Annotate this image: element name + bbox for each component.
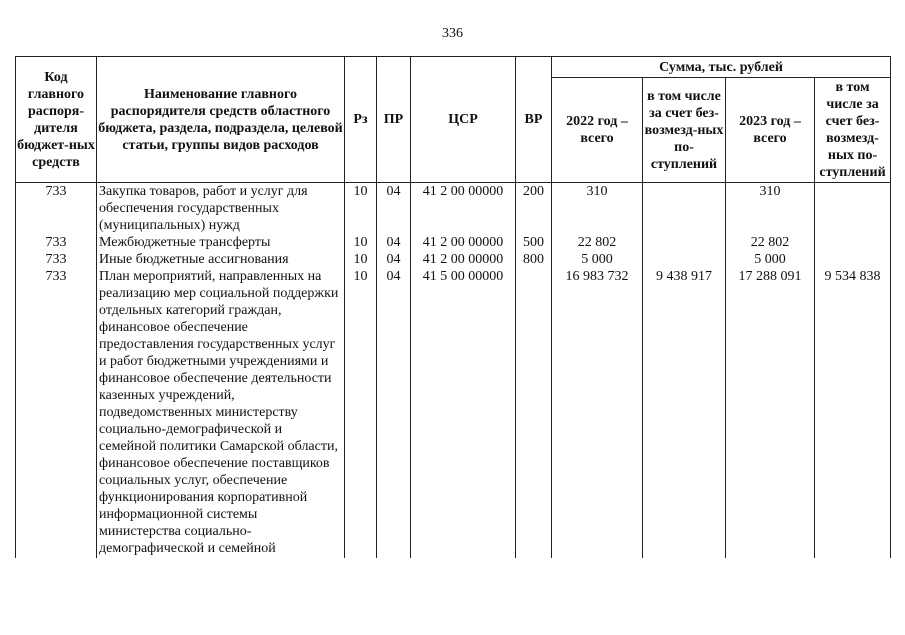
header-2022-free: в том числе за счет без-возмезд-ных по-ступлений	[643, 78, 726, 183]
cell-csr: 41 2 00 00000	[411, 234, 516, 251]
cell-2023-total: 5 000	[726, 251, 815, 268]
cell-kod: 733	[16, 268, 97, 558]
header-sum-group: Сумма, тыс. рублей	[552, 57, 891, 78]
header-csr: ЦСР	[411, 57, 516, 183]
cell-2022-total: 5 000	[552, 251, 643, 268]
table-row	[16, 234, 891, 251]
header-kod: Код главного распоря-дителя бюджет-ных средств	[16, 57, 97, 183]
cell-2023-total: 310	[726, 183, 815, 235]
cell-2023-total: 22 802	[726, 234, 815, 251]
cell-2022-total: 16 983 732	[552, 268, 643, 558]
header-2022-total: 2022 год – всего	[552, 78, 643, 183]
cell-2023-total: 17 288 091	[726, 268, 815, 558]
cell-2023-free	[815, 251, 891, 268]
cell-csr: 41 2 00 00000	[411, 183, 516, 235]
cell-2022-free	[643, 251, 726, 268]
cell-2022-free	[643, 183, 726, 235]
table-row	[16, 268, 891, 558]
cell-2022-free: 9 438 917	[643, 268, 726, 558]
cell-vr	[516, 268, 552, 558]
cell-name: Иные бюджетные ассигнования	[97, 251, 345, 268]
cell-vr: 200	[516, 183, 552, 235]
cell-rz: 10	[345, 251, 377, 268]
header-rz: Рз	[345, 57, 377, 183]
cell-kod: 733	[16, 251, 97, 268]
cell-csr: 41 5 00 00000	[411, 268, 516, 558]
cell-pr: 04	[377, 268, 411, 558]
cell-pr: 04	[377, 251, 411, 268]
header-pr: ПР	[377, 57, 411, 183]
cell-2023-free: 9 534 838	[815, 268, 891, 558]
cell-pr: 04	[377, 183, 411, 235]
cell-rz: 10	[345, 183, 377, 235]
budget-table	[15, 56, 891, 558]
page-number: 336	[442, 26, 463, 41]
cell-vr: 800	[516, 251, 552, 268]
cell-2022-total: 310	[552, 183, 643, 235]
cell-name: План мероприятий, направленных на реализацию мер социальной поддержки отдельных категорий граждан, финансовое обеспечение предоставления государственных услуг и работ бюджетными учреждениями и финансовое обеспечение деятельности казенных учреждений, подведомственных министерству социально-демографической и семейной политики Самарской области, финансовое обеспечение поставщиков социальных услуг, обеспечение функционирования корпоративной информационной системы министерства социально-демографической и семейной	[97, 268, 345, 558]
cell-csr: 41 2 00 00000	[411, 251, 516, 268]
header-vr: ВР	[516, 57, 552, 183]
header-2023-total: 2023 год – всего	[726, 78, 815, 183]
header-2023-free: в том числе за счет без-возмезд-ных по-ступлений	[815, 78, 891, 183]
cell-2022-total: 22 802	[552, 234, 643, 251]
table-row	[16, 183, 891, 235]
cell-2022-free	[643, 234, 726, 251]
cell-2023-free	[815, 234, 891, 251]
cell-2023-free	[815, 183, 891, 235]
cell-name: Межбюджетные трансферты	[97, 234, 345, 251]
cell-rz: 10	[345, 234, 377, 251]
header-name: Наименование главного распорядителя средств областного бюджета, раздела, подраздела, целевой статьи, группы видов расходов	[97, 57, 345, 183]
cell-name: Закупка товаров, работ и услуг для обеспечения государственных (муниципальных) нужд	[97, 183, 345, 235]
cell-vr: 500	[516, 234, 552, 251]
table-row	[16, 251, 891, 268]
cell-rz: 10	[345, 268, 377, 558]
cell-kod: 733	[16, 183, 97, 235]
cell-pr: 04	[377, 234, 411, 251]
cell-kod: 733	[16, 234, 97, 251]
